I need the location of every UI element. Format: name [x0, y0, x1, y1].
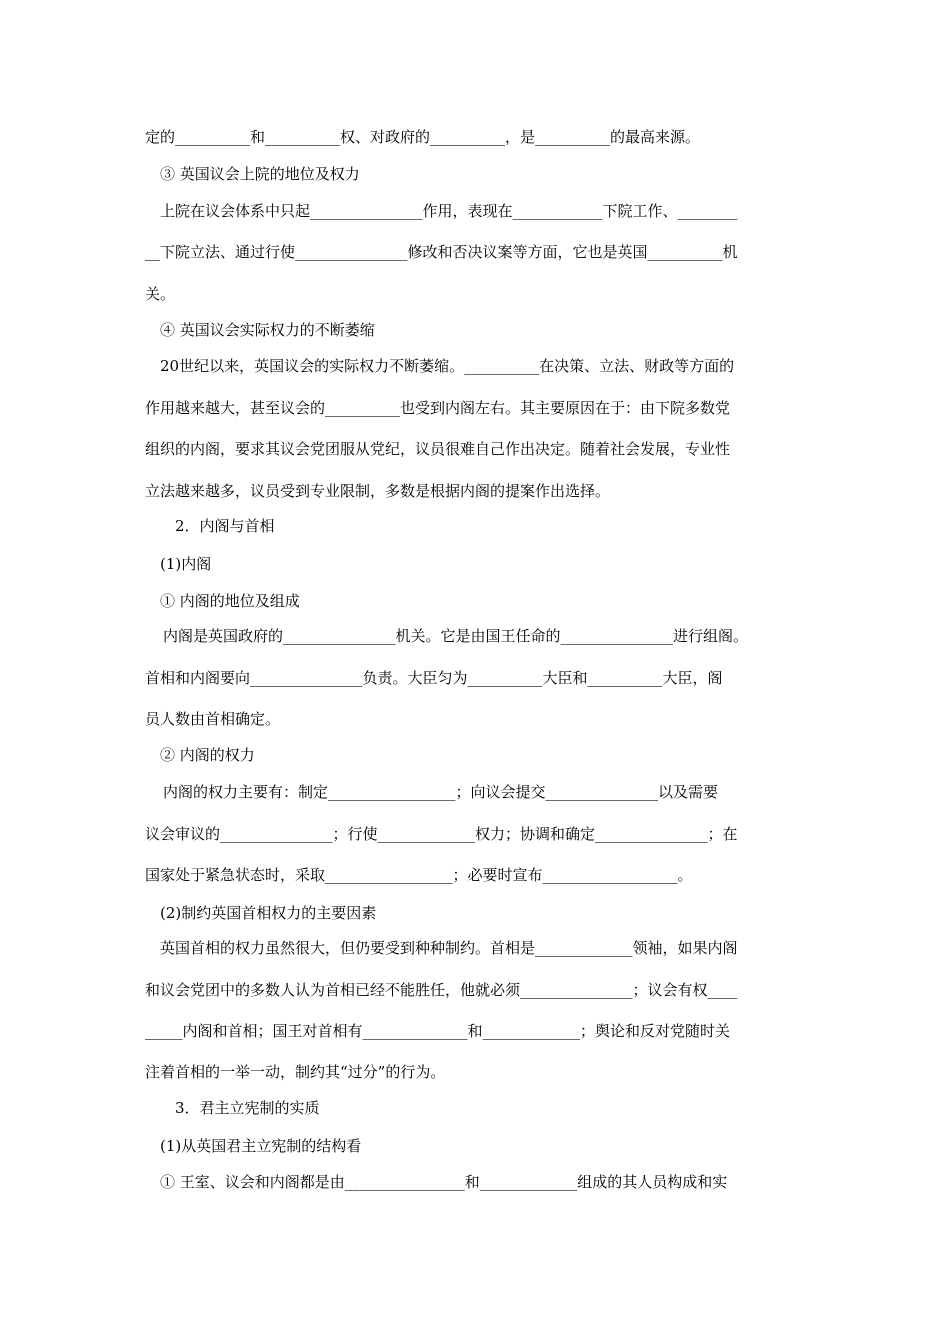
subheading: (2)制约英国首相权力的主要因素 [160, 904, 377, 922]
text-line: 上院在议会体系中只起_______________作用，表现在____________下院工作、________ [160, 202, 738, 220]
text-line: 注着首相的一举一动，制约其“过分”的行为。 [145, 1063, 446, 1081]
text-line: 内阁是英国政府的_______________机关。它是由国王任命的_______________进行组阁。 [163, 627, 749, 645]
text-line: 定的__________和__________权、对政府的__________，是__________的最高来源。 [145, 128, 701, 146]
text-line: 首相和内阁要向_______________负责。大臣匀为__________大臣和__________大臣，阁 [145, 669, 723, 687]
text-line: 20世纪以来，英国议会的实际权力不断萎缩。__________在决策、立法、财政等方面的 [160, 357, 735, 375]
text-line: 作用越来越大，甚至议会的__________也受到内阁左右。其主要原因在于：由下院多数党 [145, 399, 731, 417]
text-line: ① 王室、议会和内阁都是由________________和_____________组成的其人员构成和实 [160, 1173, 728, 1191]
subheading: ① 内阁的地位及组成 [160, 592, 300, 610]
text-line: 英国首相的权力虽然很大，但仍要受到种种制约。首相是_____________领袖，如果内阁 [160, 939, 738, 957]
section-heading: 3．君主立宪制的实质 [175, 1099, 320, 1117]
text-line: 内阁的权力主要有：制定_________________；向议会提交_______________以及需要 [163, 783, 719, 801]
subheading: ② 内阁的权力 [160, 746, 255, 764]
text-line: 国家处于紧急状态时，采取_________________；必要时宣布__________________。 [145, 866, 693, 884]
text-line: 立法越来越多，议员受到专业限制，多数是根据内阁的提案作出选择。 [145, 482, 611, 500]
subheading: ③ 英国议会上院的地位及权力 [160, 165, 360, 183]
text-line: 关。 [145, 285, 176, 303]
text-line: 议会审议的_______________；行使_____________权力；协调和确定_______________；在 [145, 825, 738, 843]
text-line: _____内阁和首相；国王对首相有______________和_____________；舆论和反对党随时关 [145, 1022, 731, 1040]
section-heading: 2．内阁与首相 [175, 517, 275, 535]
subheading: (1)内阁 [160, 555, 212, 573]
text-line: 组织的内阁，要求其议会党团服从党纪，议员很难自己作出决定。随着社会发展，专业性 [145, 440, 731, 458]
subheading: (1)从英国君主立宪制的结构看 [160, 1137, 362, 1155]
text-line: 和议会党团中的多数人认为首相已经不能胜任，他就必须_______________；议会有权____ [145, 981, 738, 999]
text-line: 员人数由首相确定。 [145, 710, 281, 728]
subheading: ④ 英国议会实际权力的不断萎缩 [160, 321, 375, 339]
text-line: __下院立法、通过行使_______________修改和否决议案等方面，它也是英国__________机 [145, 243, 738, 261]
